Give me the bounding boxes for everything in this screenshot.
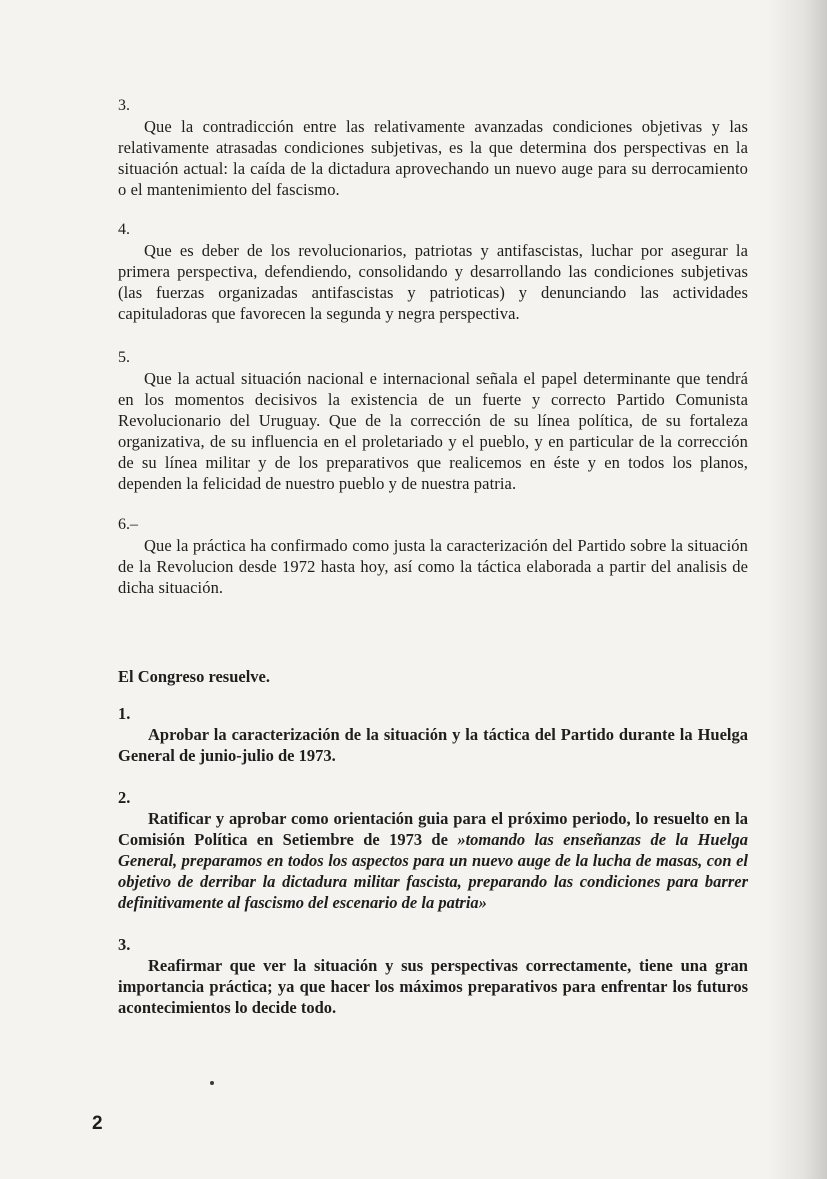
resolution-number: 3. (118, 935, 131, 954)
page-edge-shadow (767, 0, 827, 1179)
page-number: 2 (92, 1113, 103, 1134)
consideration-text: Que la práctica ha confirmado como justa la caracterización del Partido sobre la situación de la Revolucion desde 1972 hasta hoy, así como la táctica elaborada a partir del analisis de dicha situación. (118, 536, 748, 597)
consideration-number: 4. (118, 221, 130, 238)
resolution-text (118, 808, 748, 913)
consideration-text: Que la actual situación nacional e internacional señala el papel determinante que tendrá en los momentos decisivos la existencia de un fuerte y correcto Partido Comunista Revolucionario del Uruguay. Que de la corrección de su línea política, de su fortaleza organizativa, de su influencia en el proletariado y el pueblo, y en particular de la corrección de su línea militar y de los preparativos que realicemos en éste y en todos los planos, dependen la felicidad de nuestro pueblo y de nuestra patria. (118, 369, 748, 493)
consideration-6 (118, 515, 748, 598)
resolution-number: 2. (118, 788, 131, 807)
consideration-text: Que es deber de los revolucionarios, patriotas y antifascistas, luchar por asegurar la primera perspectiva, defendiendo, consolidando y desarrollando las condiciones subjetivas (las fuerzas organizadas antifascistas y patrioticas) y denunciando las actividades capituladoras que favorecen la segunda y negra perspectiva. (118, 241, 748, 323)
resolution-number: 1. (118, 704, 131, 723)
document-body (118, 96, 748, 1039)
consideration-number: 6.– (118, 516, 138, 533)
resolution-2 (118, 787, 748, 913)
resolution-text: Aprobar la caracterización de la situación y la táctica del Partido durante la Huelga General de junio-julio de 1973. (118, 725, 748, 765)
resolves-heading: El Congreso resuelve. (118, 667, 271, 686)
resolution-text: Reafirmar que ver la situación y sus perspectivas correctamente, tiene una gran importancia práctica; ya que hacer los máximos preparativos para enfrentar los futuros acontecimientos lo decide todo. (118, 956, 748, 1017)
resolution-quote: »tomando las enseñanzas de la Huelga General, preparamos en todos los aspectos para un nuevo auge de la lucha de masas, con el objetivo de derribar la dictadura militar fascista, preparando las condiciones para barrer definitivamente al fascismo del escenario de la patria» (118, 830, 749, 912)
consideration-3 (118, 96, 748, 200)
resolution-1 (118, 703, 748, 766)
consideration-5 (118, 348, 748, 494)
resolution-3 (118, 934, 748, 1018)
resolution-text-lead: Ratificar y aprobar como orientación guia para el próximo periodo, lo resuelto en la Comisión Política en Setiembre de 1973 de (118, 809, 748, 849)
consideration-number: 3. (118, 97, 130, 114)
consideration-number: 5. (118, 349, 130, 366)
ink-spot (210, 1081, 214, 1085)
consideration-4 (118, 220, 748, 324)
consideration-text: Que la contradicción entre las relativamente avanzadas condiciones objetivas y las relativamente atrasadas condiciones subjetivas, es la que determina dos perspectivas en la situación actual: la caída de la dictadura aprovechando un nuevo auge para su derrocamiento o el mantenimiento del fascismo. (118, 117, 748, 199)
